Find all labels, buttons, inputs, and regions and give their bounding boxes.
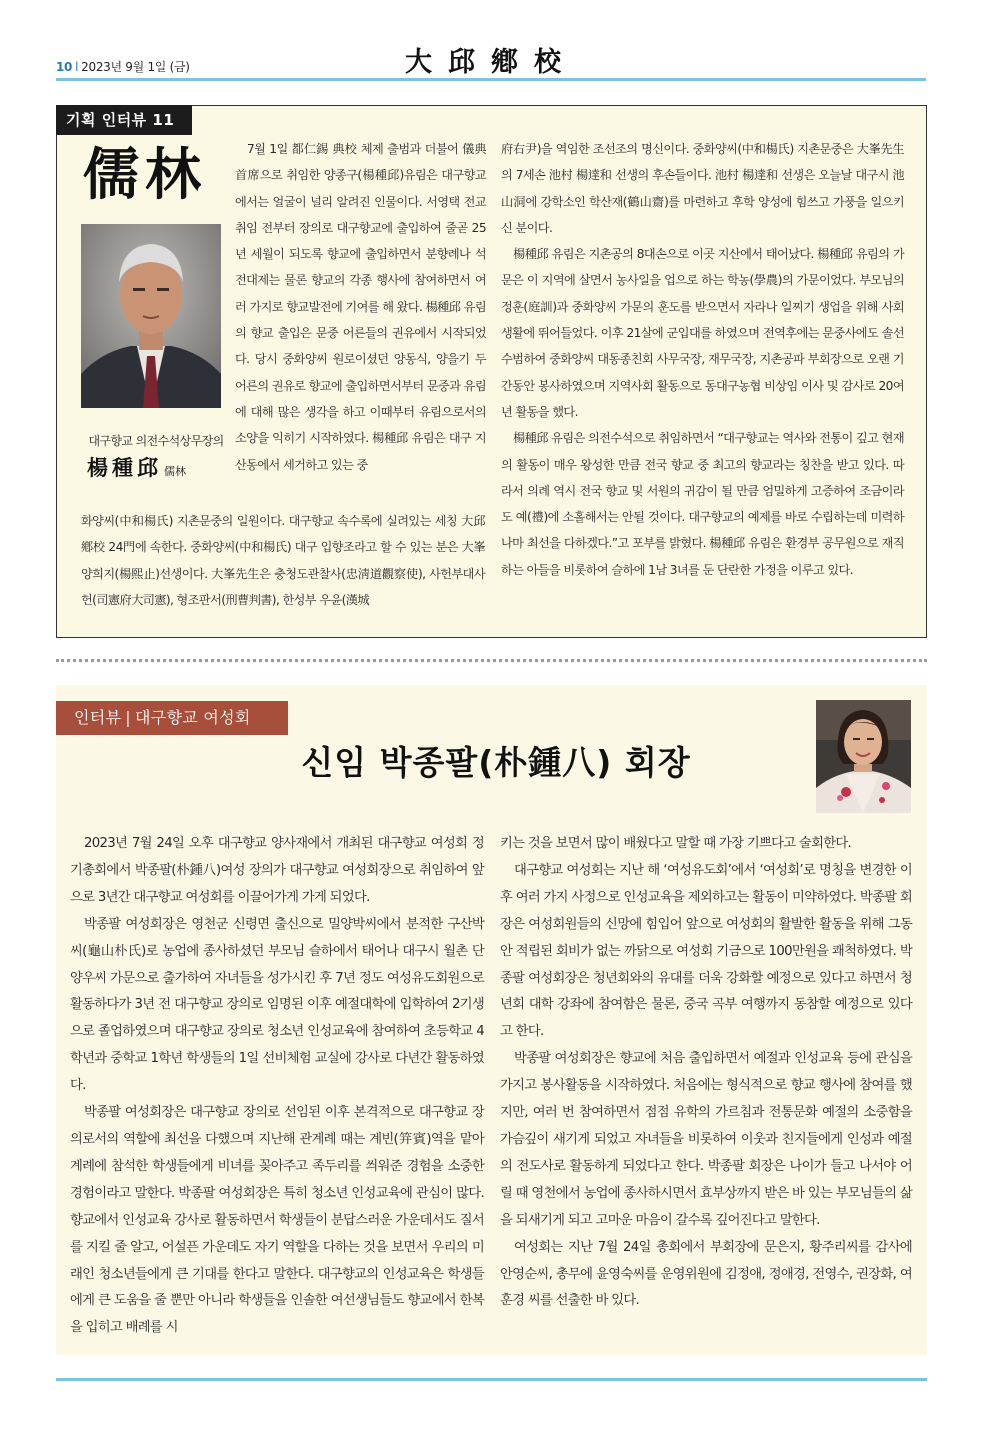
paragraph: 키는 것을 보면서 많이 배웠다고 말할 때 가장 기쁘다고 술회한다. <box>500 836 852 851</box>
page-header <box>56 40 926 84</box>
portrait-photo <box>81 224 221 408</box>
paragraph: 여성회는 지난 7월 24일 총회에서 부회장에 문은지, 황주리씨를 감사에 안영순씨, 총무에 윤영숙씨를 운영위원에 김정애, 정애경, 전영수, 권장화, 여훈경 씨를 선출한 바 있다. <box>500 1239 912 1309</box>
article1-column-b <box>501 136 904 583</box>
paragraph: 대구향교 여성회는 지난 해 ‘여성유도회’에서 ‘여성회’로 명칭을 변경한 이후 여러 가지 사정으로 인성교육을 제외하고는 활동이 미약하였다. 박종팔 회장은 여성회원들의 신망에 힘입어 앞으로 여성회의 활발한 활동을 위해 그동안 적립된 회비가 없는 까닭으로 여성회 기금으로 100만원을 쾌척하였다. 박종팔 여성회장은 청년회와의 유대를 더욱 강화할 예정으로 있다고 하면서 청년회 대학 강좌에 참여함은 물론, 중국 곡부 여행까지 동참할 예정으로 있다고 한다. <box>500 862 912 1040</box>
portrait-woman-image <box>816 700 911 813</box>
portrait-caption-role: 대구향교 의전수석상무장의 <box>88 434 224 448</box>
footer-rule <box>56 1378 927 1381</box>
paragraph: 楊種邱 유림은 지촌공의 8대손으로 이곳 지산에서 태어났다. 楊種邱 유림의 가문은 이 지역에 살면서 농사일을 업으로 하는 학농(學農)의 가문이었다. 부모님의 정훈(庭訓)과 중화양씨 가문의 훈도를 받으면서 자라나 일찌기 생업을 위해 사회생활에 뛰어들었다. 이후 21살에 군입대를 하였으며 전역후에는 문중사에도 솔선수범하여 중화양씨 대동종친회 사무국장, 재무국장, 지촌공파 부회장으로 오랜 기간동안 봉사하였으며 지역사회 활동으로 동대구농협 비상임 이사 및 감사로 20여년 활동을 했다. <box>501 247 904 419</box>
header-separator: l <box>75 60 79 74</box>
header-rule <box>56 78 926 81</box>
issue-date: 2023년 9월 1일 (금) <box>81 60 190 74</box>
newspaper-title: 大邱鄕校 <box>405 47 577 78</box>
person-title: 儒林 <box>164 465 186 478</box>
article-title: 儒林 <box>83 142 207 208</box>
paragraph: 박종팔 여성회장은 향교에 처음 출입하면서 예절과 인성교육 등에 관심을 가지고 봉사활동을 시작하였다. 처음에는 형식적으로 향교 행사에 참여를 했지만, 여러 번 참여하면서 점점 유학의 가르침과 전통문화 예절의 소중함을 가슴깊이 새기게 되었고 자녀들을 비롯하여 이웃과 친지들에게 인성과 예절의 전도사로 활동하게 되었다고 한다. 박종팔 회장은 나이가 들고 나서야 어릴 때 영천에서 농업에 종사하시면서 효부상까지 받은 바 있는 부모님들의 삶을 되새기게 되고 고마운 마음이 갈수록 깊어진다고 말한다. <box>500 1051 912 1228</box>
portrait-photo <box>816 700 911 813</box>
article1-column-a <box>235 136 486 478</box>
section-tag <box>56 701 288 735</box>
paragraph: 府右尹)을 역임한 조선조의 명신이다. 중화양씨(中和楊氏) 지촌문중은 大峯先生의 7세손 池村 楊達和 선생의 후손들이다. 池村 楊達和 선생은 오늘날 대구시 池山洞에 강학소인 학산재(鶴山齋)를 마련하고 후학 양성에 힘쓰고 가풍을 일으키신 분이다. <box>501 142 904 235</box>
interview-article-1 <box>56 105 927 638</box>
article1-column-a-continued <box>81 508 485 613</box>
tag-separator: | <box>125 708 131 727</box>
article-title: 신임 박종팔(朴鍾八) 회장 <box>301 743 691 782</box>
tag-label: 인터뷰 <box>74 708 122 727</box>
article2-column-left <box>70 831 484 1342</box>
tag-sublabel: 대구향교 여성회 <box>134 708 251 727</box>
paragraph: 2023년 7월 24일 오후 대구향교 양사재에서 개최된 대구향교 여성회 정기총회에서 박종팔(朴鍾八)여성 장의가 대구향교 여성회장으로 취임하여 앞으로 3년간 대구향교 여성회를 이끌어가게 가게 되었다. <box>70 836 484 905</box>
portrait-man-image <box>81 224 221 408</box>
person-name: 楊種邱 <box>87 455 162 480</box>
paragraph: 화양씨(中和楊氏) 지촌문중의 일원이다. 대구향교 속수록에 실려있는 세칭 大邱鄕校 24門에 속한다. 중화양씨(中和楊氏) 대구 입향조라고 할 수 있는 분은 大峯 양희지(楊熙止)선생이다. 大峯先生은 충청도관찰사(忠淸道觀察使), 사헌부대사헌(司憲府大司憲), 형조판서(刑曹判書), 한성부 우윤(漢城 <box>81 514 485 607</box>
paragraph: 박종팔 여성회장은 대구향교 장의로 선임된 이후 본격적으로 대구향교 장의로서의 역할에 최선을 다했으며 지난해 관계례 때는 계빈(笄賓)역을 맡아 계례에 참석한 학생들에게 비녀를 꽂아주고 족두리를 씌워준 경험을 소중한 경험이라고 말한다. 박종팔 여성회장은 특히 청소년 인성교육에 관심이 많다. 향교에서 인성교육 강사로 활동하면서 학생들이 분답스러운 가운데서도 질서를 지킬 줄 알고, 어설픈 가운데도 자기 역할을 다하는 것을 보면서 우리의 미래인 청소년들에게 큰 기대를 한다고 말한다. 대구향교의 인성교육은 학생들에게 큰 도움을 줄 뿐만 아니라 학생들을 인솔한 여선생님들도 향교에서 한복을 입히고 배례를 시 <box>70 1105 484 1336</box>
portrait-caption-name <box>87 452 247 482</box>
section-divider <box>56 659 927 663</box>
paragraph: 楊種邱 유림은 의전수석으로 취임하면서 “대구향교는 역사와 전통이 깊고 현재의 활동이 매우 왕성한 만큼 전국 향교 중 최고의 향교라는 칭찬을 받고 있다. 따라서 의례 역시 전국 향교 및 서원의 귀감이 될 만큼 엄밀하게 고증하여 조금이라도 예(禮)에 소홀해서는 안될 것이다. 대구향교의 예제를 바로 수립하는데 미력하나마 최선을 다하겠다.”고 포부를 밝혔다. 楊種邱 유림은 환경부 공무원으로 재직하는 아들을 비롯하여 슬하에 1남 3녀를 둔 단란한 가정을 이루고 있다. <box>501 431 904 577</box>
section-tag: 기획 인터뷰 11 <box>56 105 192 135</box>
paragraph: 7월 1일 都仁錫 典校 체제 출범과 더불어 儀典首席으로 취임한 양종구(楊種邱)유림은 대구향교에서는 얼굴이 널리 알려진 인물이다. 서영택 전교 취임 전부터 장의로 대구향교에 출입하여 줄곧 25년 세월이 되도록 향교에 출입하면서 분향례나 석전대제는 물론 향교의 각종 행사에 참여하면서 여러 가지로 향교발전에 기여를 해 왔다. 楊種邱 유림의 향교 출입은 문중 어른들의 권유에서 시작되었다. 당시 중화양씨 원로이셨던 양동식, 양을기 두 어른의 권유로 향교에 출입하면서부터 문중과 유림에 대해 많은 생각을 하고 이때부터 유림으로서의 소양을 익히기 시작하였다. 楊種邱 유림은 대구 지산동에서 세거하고 있는 중 <box>235 142 487 472</box>
article2-column-right <box>500 831 912 1315</box>
interview-article-2 <box>56 685 927 1355</box>
paragraph: 박종팔 여성회장은 영천군 신령면 출신으로 밀양박씨에서 분적한 구산박씨(龜山朴氏)로 농업에 종사하셨던 부모님 슬하에서 태어나 대구시 월촌 단양우씨 가문으로 출가하여 자녀들을 성가시킨 후 7년 정도 여성유도회원으로 활동하다가 3년 전 대구향교 장의로 임명된 이후 예절대학에 입학하여 2기생으로 졸업하였으며 대구향교 장의로 청소년 인성교육에 참여하여 초등학교 4학년과 중학교 1학년 학생들의 1일 선비체험 교실에 강사로 다년간 활동하였다. <box>70 916 484 1094</box>
page-number: 10 <box>56 60 73 74</box>
